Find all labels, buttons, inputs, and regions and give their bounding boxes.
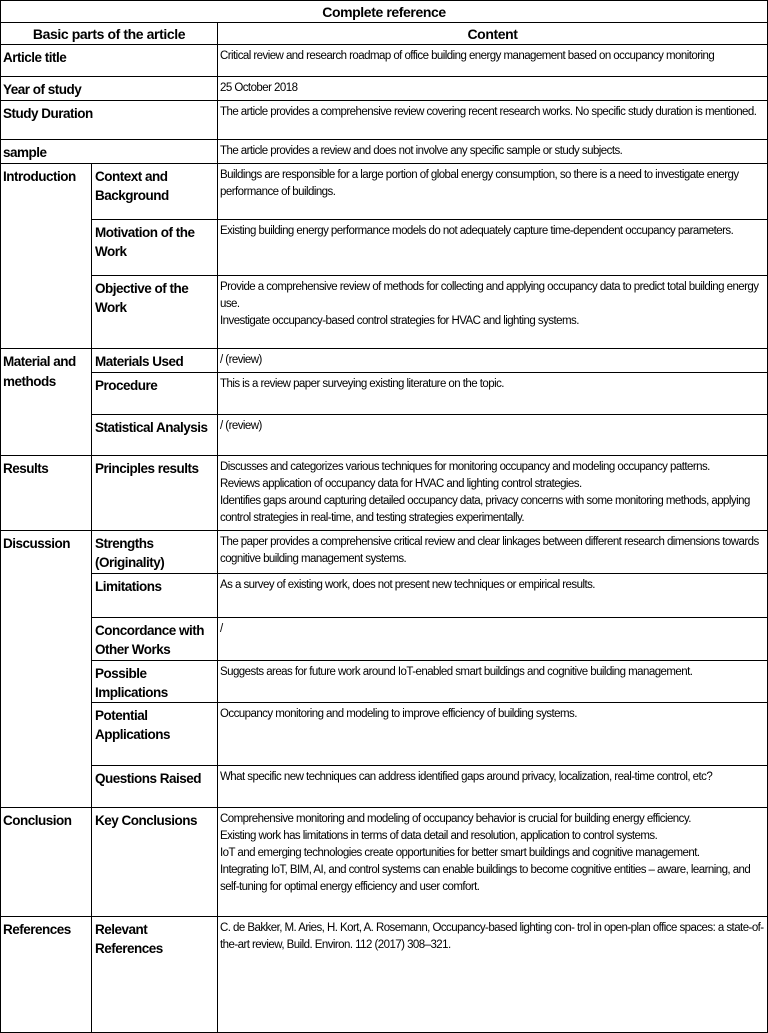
concordance-value: / [218, 618, 768, 661]
strengths-value: The paper provides a comprehensive critical review and clear linkages between different research dimensions towards cognitive building management systems. [218, 531, 768, 574]
sub-label-relevant-references: Relevant References [92, 917, 218, 1033]
sub-label-procedure: Procedure [92, 373, 218, 415]
section-discussion: Discussion [1, 531, 92, 808]
conclusion-line: Integrating IoT, BIM, AI, and control systems can enable buildings to become cognitive entities – aware, learning, and self-tuning for optimal energy efficiency and user comfort. [220, 864, 751, 893]
row-label-duration: Study Duration [1, 101, 218, 140]
table-row [1, 917, 768, 1033]
limitations-value: As a survey of existing work, does not present new techniques or empirical results. [218, 574, 768, 618]
table-row [1, 276, 768, 349]
statistics-value: / (review) [218, 415, 768, 456]
sub-label-implications: Possible Implications [92, 661, 218, 703]
section-references: References [1, 917, 92, 1033]
table-row [1, 531, 768, 574]
section-conclusion: Conclusion [1, 808, 92, 917]
section-results: Results [1, 456, 92, 531]
sub-label-statistics: Statistical Analysis [92, 415, 218, 456]
table-row [1, 415, 768, 456]
table-row [1, 766, 768, 808]
table-row [1, 661, 768, 703]
sub-label-limitations: Limitations [92, 574, 218, 618]
objective-value [218, 276, 768, 349]
table-row [1, 77, 768, 101]
table-row [1, 349, 768, 373]
table-row [1, 618, 768, 661]
sub-label-questions: Questions Raised [92, 766, 218, 808]
materials-value: / (review) [218, 349, 768, 373]
sub-label-concordance: Concordance with Other Works [92, 618, 218, 661]
table-row [1, 140, 768, 164]
conclusion-line: Comprehensive monitoring and modeling of occupancy behavior is crucial for building energy efficiency. [220, 813, 691, 825]
row-label-article-title: Article title [1, 45, 218, 77]
column-header-row [1, 23, 768, 45]
table-row [1, 220, 768, 276]
principles-value [218, 456, 768, 531]
applications-value: Occupancy monitoring and modeling to improve efficiency of building systems. [218, 703, 768, 766]
implications-value: Suggests areas for future work around IoT-enabled smart buildings and cognitive building management. [218, 661, 768, 703]
context-value: Buildings are responsible for a large portion of global energy consumption, so there is a need to investigate energy performance of buildings. [218, 164, 768, 220]
sub-label-objective: Objective of the Work [92, 276, 218, 349]
column-header-parts: Basic parts of the article [1, 23, 218, 45]
objective-line: Investigate occupancy-based control strategies for HVAC and lighting systems. [220, 315, 579, 327]
sub-label-materials: Materials Used [92, 349, 218, 373]
sub-label-applications: Potential Applications [92, 703, 218, 766]
table-row [1, 703, 768, 766]
row-label-year: Year of study [1, 77, 218, 101]
questions-value: What specific new techniques can address identified gaps around privacy, localization, real-time control, etc? [218, 766, 768, 808]
table-row [1, 45, 768, 77]
sub-label-strengths: Strengths (Originality) [92, 531, 218, 574]
article-title-value: Critical review and research roadmap of office building energy management based on occupancy monitoring [218, 45, 768, 77]
sample-value: The article provides a review and does not involve any specific sample or study subjects. [218, 140, 768, 164]
objective-line: Provide a comprehensive review of methods for collecting and applying occupancy data to predict total building energy use. [220, 281, 759, 310]
row-label-sample: sample [1, 140, 218, 164]
section-methods: Material and methods [1, 349, 92, 456]
table-row [1, 574, 768, 618]
conclusion-line: IoT and emerging technologies create opportunities for better smart buildings and cognitive management. [220, 847, 700, 859]
column-header-content: Content [218, 23, 768, 45]
principles-line: Reviews application of occupancy data for HVAC and lighting control strategies. [220, 478, 582, 490]
sub-label-principles: Principles results [92, 456, 218, 531]
table-row [1, 164, 768, 220]
procedure-value: This is a review paper surveying existing literature on the topic. [218, 373, 768, 415]
motivation-value: Existing building energy performance models do not adequately capture time-dependent occupancy parameters. [218, 220, 768, 276]
relevant-references-value: C. de Bakker, M. Aries, H. Kort, A. Rosemann, Occupancy-based lighting con- trol in open-plan office spaces: a state-of-the-art review, Build. Environ. 112 (2017) 308–321. [218, 917, 768, 1033]
sub-label-context: Context and Background [92, 164, 218, 220]
principles-line: Discusses and categorizes various techniques for monitoring occupancy and modeling occupancy patterns. [220, 461, 710, 473]
principles-line: Identifies gaps around capturing detailed occupancy data, privacy concerns with some monitoring methods, applying control strategies in real-time, and testing strategies experimentally. [220, 495, 750, 524]
year-value: 25 October 2018 [218, 77, 768, 101]
section-introduction: Introduction [1, 164, 92, 349]
table-row [1, 456, 768, 531]
table-row [1, 373, 768, 415]
table-title-row [1, 1, 768, 23]
conclusion-line: Existing work has limitations in terms of data detail and resolution, application to control systems. [220, 830, 658, 842]
duration-value: The article provides a comprehensive review covering recent research works. No specific study duration is mentioned. [218, 101, 768, 140]
table-title: Complete reference [1, 1, 768, 23]
table-row [1, 808, 768, 917]
sub-label-motivation: Motivation of the Work [92, 220, 218, 276]
key-conclusions-value [218, 808, 768, 917]
table-row [1, 101, 768, 140]
sub-label-key-conclusions: Key Conclusions [92, 808, 218, 917]
